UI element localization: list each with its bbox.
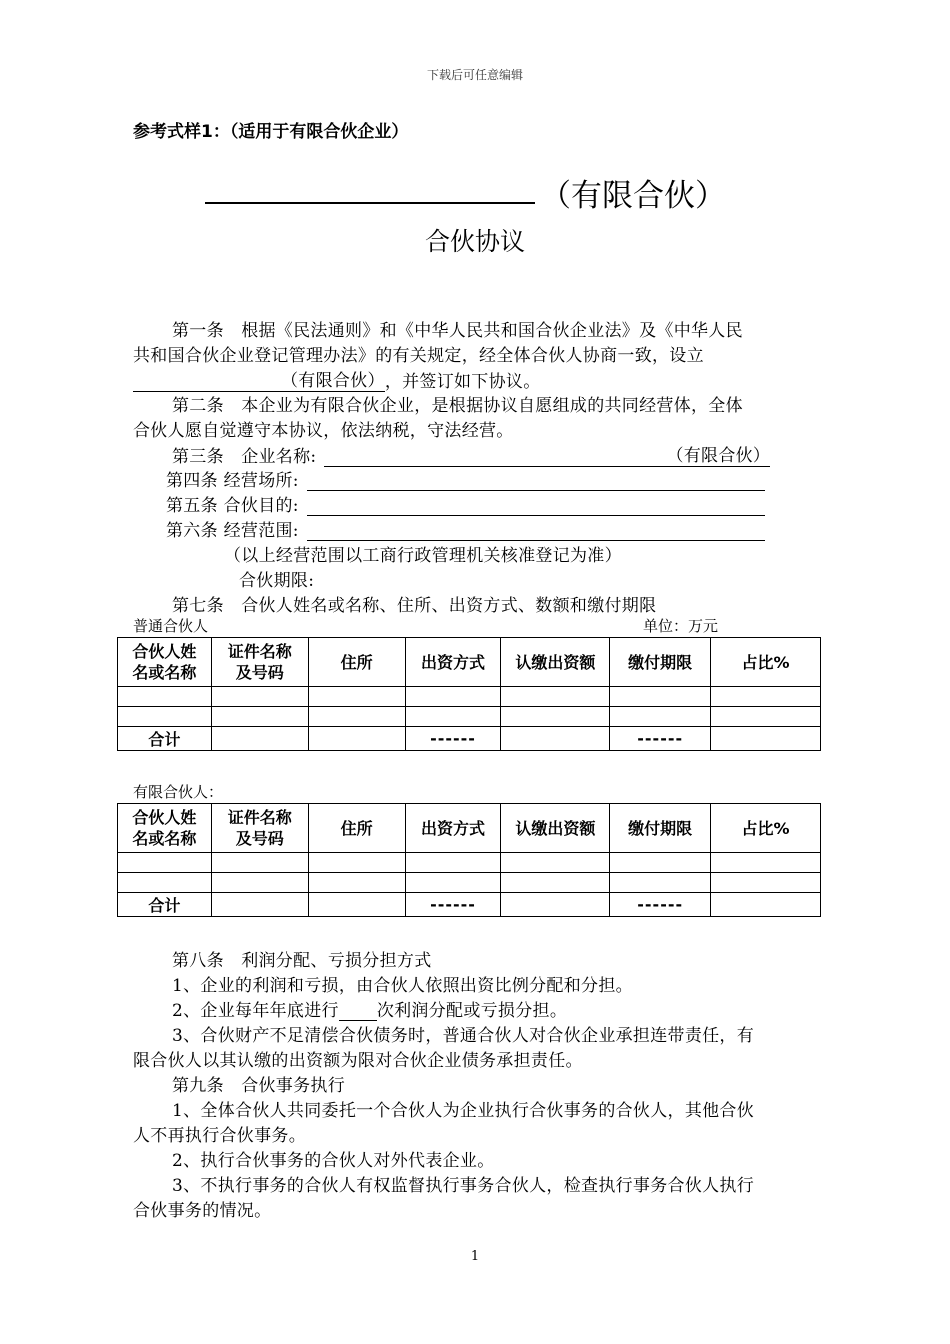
art6-line	[166, 516, 765, 541]
table-row	[118, 707, 821, 727]
art1-line3	[133, 366, 541, 392]
art2-line1: 第二条 本企业为有限合伙企业，是根据协议自愿组成的共同经营体，全体	[172, 396, 743, 416]
art3-suffix: （有限合伙）	[666, 441, 770, 467]
art1-line2: 共和国合伙企业登记管理办法》的有关规定，经全体合伙人协商一致，设立	[133, 346, 704, 366]
limited-partner-table	[117, 803, 821, 917]
art9-title: 第九条 合伙事务执行	[172, 1076, 345, 1096]
general-partner-label: 普通合伙人	[133, 617, 209, 635]
art3-line	[172, 441, 770, 467]
page-number: 1	[470, 1249, 480, 1264]
art5-blank	[307, 497, 765, 516]
table-header-row	[118, 804, 821, 853]
table-row	[118, 873, 821, 893]
table-row	[118, 687, 821, 707]
col-partner-name: 合伙人姓 名或名称	[118, 804, 212, 853]
col-subscribed-amount: 认缴出资额	[501, 638, 610, 687]
art9-item1-line2: 人不再执行合伙事务。	[133, 1126, 306, 1146]
art4-blank	[307, 472, 765, 491]
art9-item3-line1: 3、不执行事务的合伙人有权监督执行事务合伙人，检查执行事务合伙人执行	[172, 1176, 755, 1196]
art7-title: 第七条 合伙人姓名或名称、住所、出资方式、数额和缴付期限	[172, 596, 657, 616]
general-partner-table	[117, 637, 821, 751]
art8-item1: 1、企业的利润和亏损，由合伙人依照出资比例分配和分担。	[172, 976, 633, 996]
col-share-percent: 占比%	[711, 638, 821, 687]
total-dash: ------	[610, 893, 711, 917]
col-address: 住所	[308, 804, 405, 853]
total-dash: ------	[405, 727, 501, 751]
art9-item2: 2、执行合伙事务的合伙人对外代表企业。	[172, 1151, 495, 1171]
col-id-document: 证件名称 及号码	[211, 804, 308, 853]
art9-item1-line1: 1、全体合伙人共同委托一个合伙人为企业执行合伙事务的合伙人，其他合伙	[172, 1101, 755, 1121]
art1-line1: 第一条 根据《民法通则》和《中华人民共和国合伙企业法》及《中华人民	[172, 321, 743, 341]
table-total-row	[118, 727, 821, 751]
table-header-row	[118, 638, 821, 687]
col-address: 住所	[308, 638, 405, 687]
col-share-percent: 占比%	[711, 804, 821, 853]
col-id-document: 证件名称 及号码	[211, 638, 308, 687]
art8-item3-line2: 限合伙人以其认缴的出资额为限对合伙企业债务承担责任。	[133, 1051, 583, 1071]
art2-line2: 合伙人愿自觉遵守本协议，依法纳税，守法经营。	[133, 421, 514, 441]
art3-label: 第三条 企业名称:	[172, 447, 317, 467]
col-payment-deadline: 缴付期限	[610, 804, 711, 853]
col-contribution-method: 出资方式	[405, 804, 501, 853]
art5-label: 第五条 合伙目的:	[166, 496, 299, 516]
art1-rest: ，并签订如下协议。	[384, 372, 541, 392]
art8-item2: 2、企业每年年底进行 次利润分配或亏损分担。	[172, 1001, 568, 1021]
col-subscribed-amount: 认缴出资额	[501, 804, 610, 853]
col-payment-deadline: 缴付期限	[610, 638, 711, 687]
art6-label: 第六条 经营范围:	[166, 521, 299, 541]
art6-blank	[307, 522, 765, 541]
art9-item3-line2: 合伙事务的情况。	[133, 1201, 272, 1221]
total-label: 合计	[118, 727, 212, 751]
total-dash: ------	[405, 893, 501, 917]
unit-label: 单位：万元	[643, 617, 719, 635]
page-header: 下载后可任意编辑	[426, 68, 523, 82]
total-dash: ------	[610, 727, 711, 751]
art5-line	[166, 491, 765, 516]
document-subtitle: 合伙协议	[424, 227, 525, 256]
art4-label: 第四条 经营场所:	[166, 471, 299, 491]
limited-partner-label: 有限合伙人：	[133, 783, 224, 801]
art8-item3-line1: 3、合伙财产不足清偿合伙债务时，普通合伙人对合伙企业承担连带责任，有	[172, 1026, 755, 1046]
table-row	[118, 853, 821, 873]
title-suffix: （有限合伙）	[540, 178, 726, 214]
total-label: 合计	[118, 893, 212, 917]
table-total-row	[118, 893, 821, 917]
title-blank-line	[205, 202, 535, 204]
art4-line	[166, 466, 765, 491]
col-partner-name: 合伙人姓 名或名称	[118, 638, 212, 687]
scope-note: （以上经营范围以工商行政管理机关核准登记为准）	[224, 546, 622, 566]
col-contribution-method: 出资方式	[405, 638, 501, 687]
term-label: 合伙期限:	[239, 571, 315, 591]
reference-label: 参考式样1：（适用于有限合伙企业）	[133, 122, 409, 142]
art1-suffix: （有限合伙）	[281, 366, 385, 392]
art8-count-blank	[339, 1002, 377, 1021]
art8-title: 第八条 利润分配、亏损分担方式	[172, 951, 432, 971]
